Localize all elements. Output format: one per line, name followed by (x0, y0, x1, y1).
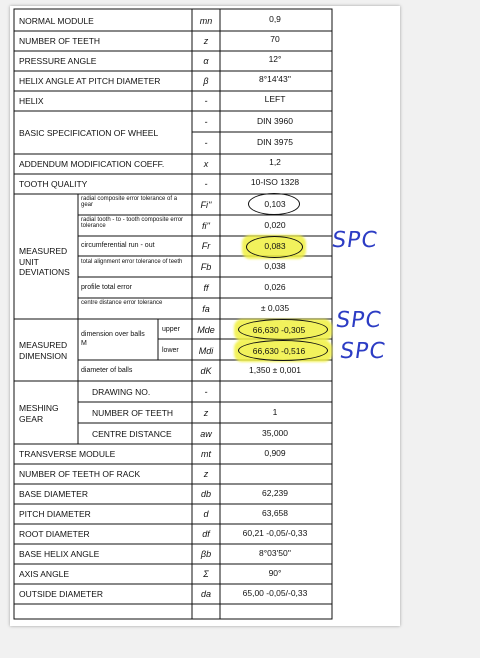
row-symbol: mt (201, 449, 211, 459)
row-symbol: z (203, 36, 209, 46)
deviation-label: total alignment error tolerance of teeth (81, 259, 183, 265)
row-label: HELIX (19, 96, 44, 106)
upper-value: 66,630 -0,305 (252, 325, 306, 335)
row-symbol: Σ (203, 569, 209, 579)
deviation-value: 0,103 (264, 199, 286, 209)
meshing-value: 35,000 (262, 428, 288, 438)
spc-annotation: SPC (334, 308, 384, 333)
group-label-deviations: MEASURED UNIT DEVIATIONS (19, 246, 70, 278)
row-symbol: z (203, 469, 209, 479)
row-symbol: - (204, 179, 208, 189)
row-value: 0,909 (264, 448, 286, 458)
deviation-label: radial tooth - to - tooth composite error tolerance (81, 217, 184, 230)
row-label: NUMBER OF TEETH (19, 36, 101, 46)
dimension-label: dimension over balls M (81, 331, 145, 348)
deviation-symbol: Fb (200, 262, 212, 272)
row-label: BASE HELIX ANGLE (19, 549, 100, 559)
deviation-value: 0,038 (264, 261, 286, 271)
row-label: TRANSVERSE MODULE (19, 449, 116, 459)
balls-label: diameter of balls (81, 367, 133, 374)
row-label: NORMAL MODULE (19, 16, 94, 26)
row-symbol: mn (199, 16, 213, 26)
row-value: 8°14'43'' (259, 74, 291, 84)
row-symbol: db (200, 489, 212, 499)
row-symbol: α (203, 56, 209, 66)
document-page (10, 6, 400, 626)
row-label: HELIX ANGLE AT PITCH DIAMETER (19, 76, 161, 86)
row-value: 1,2 (269, 157, 281, 167)
row-value: 62,239 (262, 488, 288, 498)
meshing-symbol: aw (200, 429, 212, 439)
circle-mark-composite (248, 193, 300, 215)
row-symbol: d (203, 509, 209, 519)
deviation-label: centre distance error tolerance (81, 300, 163, 306)
deviation-label: circumferential run - out (81, 242, 155, 249)
row-label: NUMBER OF TEETH OF RACK (19, 469, 141, 479)
row-label: BASIC SPECIFICATION OF WHEEL (19, 128, 159, 138)
meshing-symbol: - (204, 387, 208, 397)
meshing-symbol: z (203, 408, 209, 418)
row-value: 8°03'50'' (259, 548, 291, 558)
deviation-symbol: fi'' (202, 221, 210, 231)
deviation-value: 0,083 (264, 241, 286, 251)
lower-label: lower (162, 347, 179, 354)
deviation-value: ± 0,035 (260, 303, 290, 313)
row-symbol: da (200, 589, 212, 599)
meshing-label: DRAWING NO. (92, 387, 151, 397)
group-label-meshing: MESHING GEAR (19, 403, 59, 424)
deviation-symbol: fa (202, 304, 210, 314)
row-value: DIN 3975 (257, 137, 293, 147)
gear-data-table (10, 6, 340, 626)
row-value: DIN 3960 (257, 116, 293, 126)
row-value: 60,21 -0,05/-0,33 (242, 528, 308, 538)
row-label: OUTSIDE DIAMETER (19, 589, 104, 599)
group-label-dimension: MEASURED DIMENSION (19, 340, 68, 361)
row-symbol: x (203, 159, 209, 169)
deviation-symbol: Fr (201, 241, 211, 251)
lower-symbol: Mdi (198, 346, 214, 356)
circle-mark-runout (246, 236, 303, 258)
row-symbol: β (203, 76, 209, 86)
row-symbol: - (204, 117, 208, 127)
row-label: PRESSURE ANGLE (19, 56, 97, 66)
balls-value: 1,350 ± 0,001 (249, 365, 301, 375)
row-label: ROOT DIAMETER (19, 529, 90, 539)
deviation-value: 0,026 (264, 282, 286, 292)
circle-mark-lower (238, 340, 328, 361)
row-value: 12° (268, 54, 282, 64)
row-value: 70 (270, 34, 280, 44)
deviation-symbol: ff (203, 283, 209, 293)
meshing-label: NUMBER OF TEETH (92, 408, 174, 418)
row-value: 65,00 -0,05/-0,33 (242, 588, 308, 598)
meshing-value: 1 (272, 407, 278, 417)
deviation-label: profile total error (81, 284, 132, 291)
row-value: LEFT (264, 94, 286, 104)
row-value: 10-ISO 1328 (250, 177, 300, 187)
spc-annotation: SPC (330, 228, 380, 253)
row-value: 63,658 (262, 508, 288, 518)
row-label: AXIS ANGLE (19, 569, 70, 579)
row-label: TOOTH QUALITY (19, 179, 88, 189)
meshing-label: CENTRE DISTANCE (92, 429, 172, 439)
row-label: ADDENDUM MODIFICATION COEFF. (19, 159, 165, 169)
row-symbol: - (204, 138, 208, 148)
row-value: 0,9 (269, 14, 281, 24)
spc-annotation: SPC (338, 339, 388, 364)
deviation-symbol: Fi'' (200, 200, 212, 210)
row-label: PITCH DIAMETER (19, 509, 91, 519)
upper-symbol: Mde (197, 325, 215, 335)
row-symbol: df (202, 529, 210, 539)
row-value: 90° (268, 568, 282, 578)
balls-symbol: dK (200, 366, 212, 376)
upper-label: upper (162, 326, 180, 333)
row-symbol: βb (200, 549, 212, 559)
circle-mark-upper (238, 319, 328, 340)
lower-value: 66,630 -0,516 (252, 346, 306, 356)
row-label: BASE DIAMETER (19, 489, 88, 499)
row-symbol: - (204, 96, 208, 106)
deviation-label: radial composite error tolerance of a gear (81, 196, 178, 209)
deviation-value: 0,020 (264, 220, 286, 230)
